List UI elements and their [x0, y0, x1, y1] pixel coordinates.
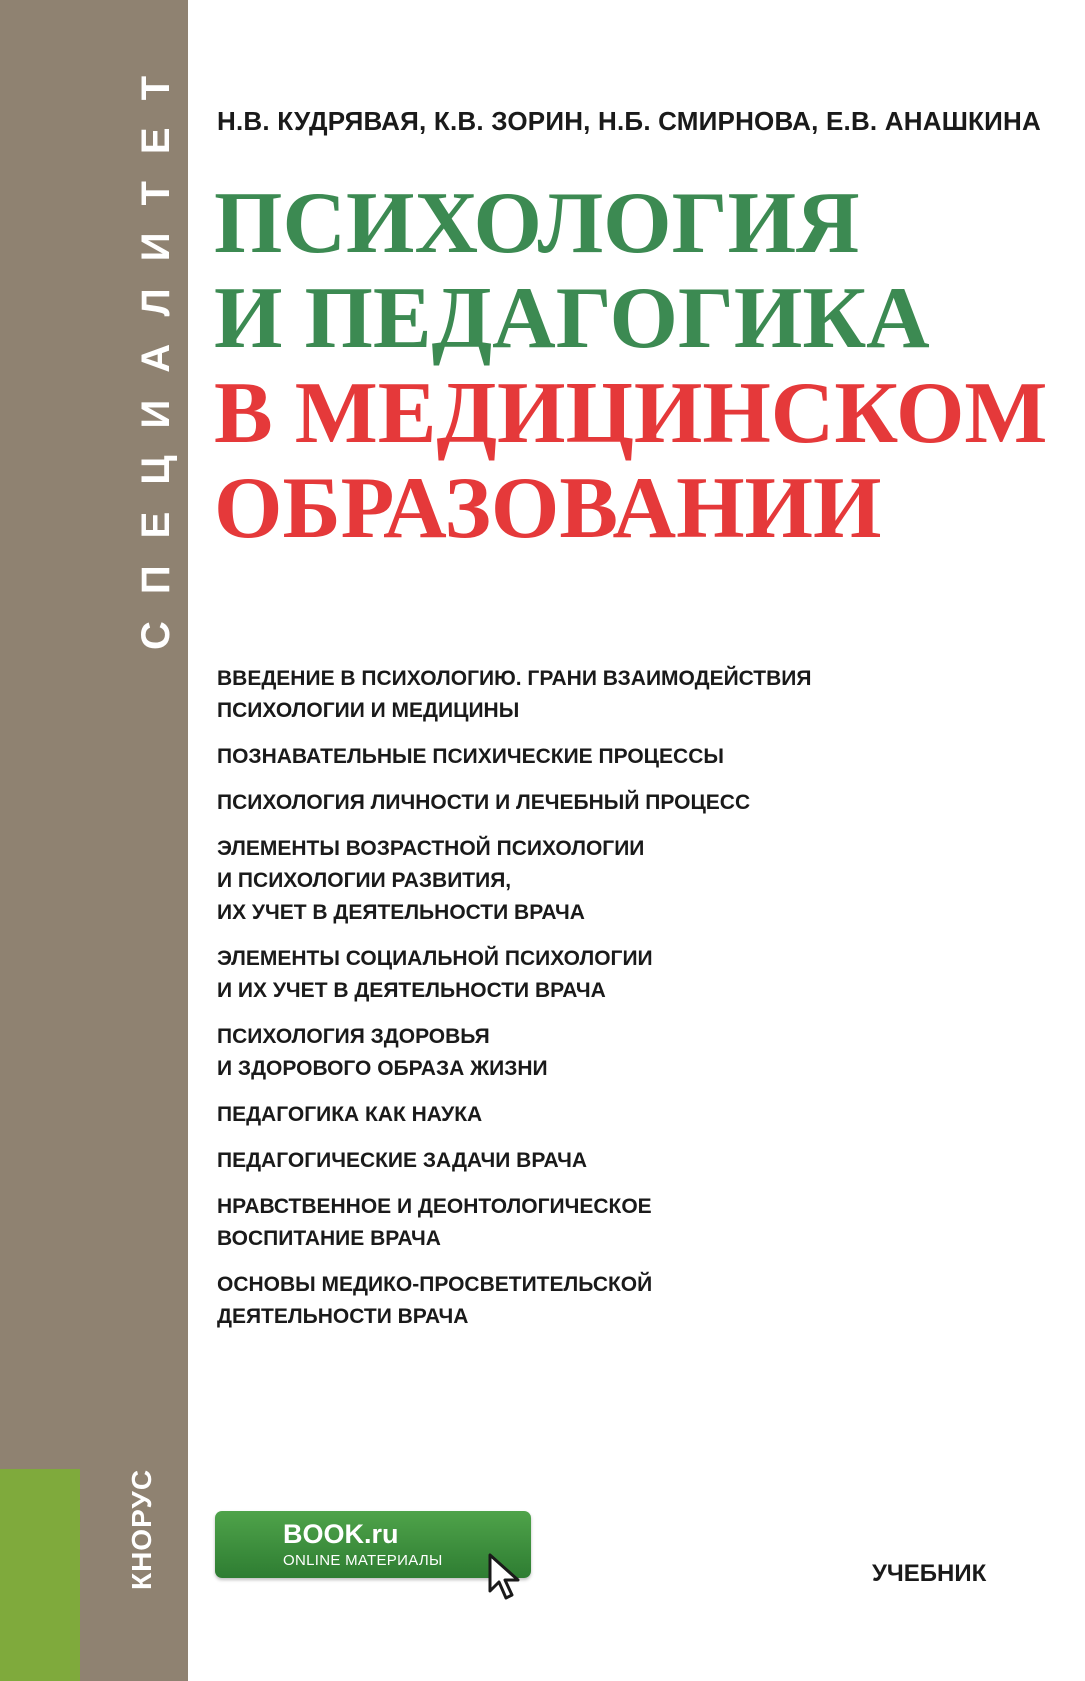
topic-line: ПСИХОЛОГИЯ ЛИЧНОСТИ И ЛЕЧЕБНЫЙ ПРОЦЕСС [217, 791, 751, 814]
topic-item [217, 787, 977, 819]
topic-line: ДЕЯТЕЛЬНОСТИ ВРАЧА [217, 1305, 469, 1328]
title-line-1: ПСИХОЛОГИЯ [214, 175, 860, 272]
topic-line: ПСИХОЛОГИИ И МЕДИЦИНЫ [217, 699, 520, 722]
topics-list [217, 663, 977, 1347]
bookru-subtitle: ONLINE МАТЕРИАЛЫ [283, 1552, 443, 1569]
topic-item [217, 943, 977, 1007]
topic-item [217, 1145, 977, 1177]
topic-item [217, 1021, 977, 1085]
publisher-name: КНОРУС [126, 1468, 157, 1590]
mouse-pointer-icon [488, 1553, 524, 1603]
topic-line: ВОСПИТАНИЕ ВРАЧА [217, 1227, 441, 1250]
topic-item [217, 663, 977, 727]
book-type-label: УЧЕБНИК [872, 1560, 987, 1587]
topic-item [217, 741, 977, 773]
title-line-2: И ПЕДАГОГИКА [214, 270, 930, 367]
bookru-logo: BOOK.ru [283, 1519, 399, 1549]
topic-line: И ПСИХОЛОГИИ РАЗВИТИЯ, [217, 869, 512, 892]
topic-line: НРАВСТВЕННОЕ И ДЕОНТОЛОГИЧЕСКОЕ [217, 1195, 652, 1218]
authors: Н.В. КУДРЯВАЯ, К.В. ЗОРИН, Н.Б. СМИРНОВА, Е.В. АНАШКИНА [217, 106, 1041, 136]
series-label: СПЕЦИАЛИТЕТ [134, 48, 178, 650]
title-line-3: В МЕДИЦИНСКОМ [214, 365, 1048, 462]
topic-line: ПОЗНАВАТЕЛЬНЫЕ ПСИХИЧЕСКИЕ ПРОЦЕССЫ [217, 745, 724, 768]
topic-line: ЭЛЕМЕНТЫ ВОЗРАСТНОЙ ПСИХОЛОГИИ [217, 837, 645, 860]
topic-line: ПЕДАГОГИЧЕСКИЕ ЗАДАЧИ ВРАЧА [217, 1149, 587, 1172]
topic-line: И ЗДОРОВОГО ОБРАЗА ЖИЗНИ [217, 1057, 548, 1080]
topic-item [217, 1191, 977, 1255]
topic-item [217, 1099, 977, 1131]
topic-line: ПЕДАГОГИКА КАК НАУКА [217, 1103, 483, 1126]
spine-accent-block [0, 1469, 80, 1681]
topic-item [217, 1269, 977, 1333]
topic-line: ИХ УЧЕТ В ДЕЯТЕЛЬНОСТИ ВРАЧА [217, 901, 585, 924]
title-line-4: ОБРАЗОВАНИИ [214, 460, 882, 557]
topic-line: ОСНОВЫ МЕДИКО-ПРОСВЕТИТЕЛЬСКОЙ [217, 1273, 653, 1296]
bookru-badge[interactable] [215, 1511, 531, 1578]
topic-line: ВВЕДЕНИЕ В ПСИХОЛОГИЮ. ГРАНИ ВЗАИМОДЕЙСТВИЯ [217, 667, 812, 690]
book-title [214, 176, 1047, 556]
topic-line: ЭЛЕМЕНТЫ СОЦИАЛЬНОЙ ПСИХОЛОГИИ [217, 947, 653, 970]
topic-line: ПСИХОЛОГИЯ ЗДОРОВЬЯ [217, 1025, 490, 1048]
topic-line: И ИХ УЧЕТ В ДЕЯТЕЛЬНОСТИ ВРАЧА [217, 979, 606, 1002]
topic-item [217, 833, 977, 929]
